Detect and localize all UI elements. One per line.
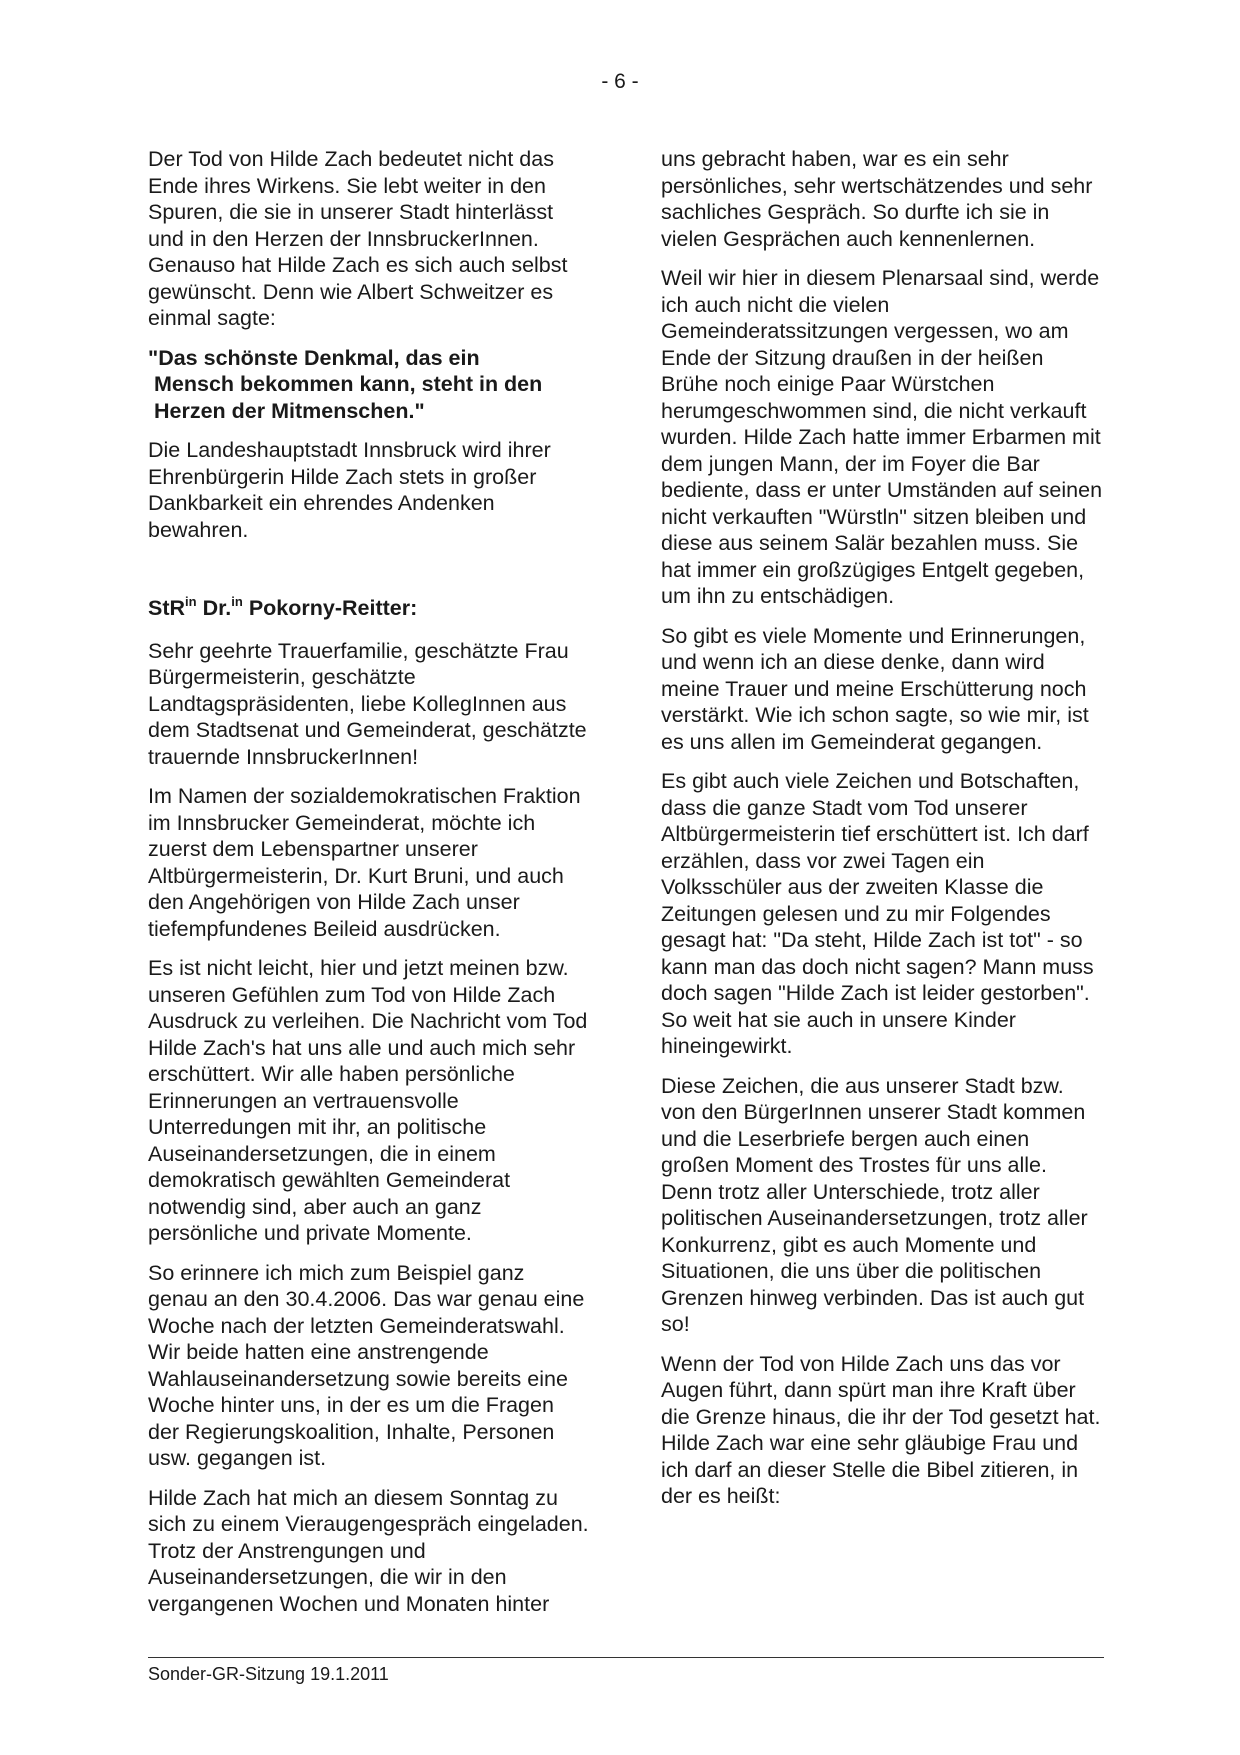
quote-line: "Das schönste Denkmal, das ein	[148, 345, 480, 370]
speaker-name: Pokorny-Reitter:	[248, 596, 418, 620]
paragraph: Der Tod von Hilde Zach bedeutet nicht das Ende ihres Wirkens. Sie lebt weiter in den Spuren, die sie in unserer Stadt hinterlässt und in den Herzen der InnsbruckerInnen. Genauso hat Hilde Zach es sich auch selbst gewünscht. Denn wie Albert Schweitzer es einmal sagte:	[148, 147, 568, 330]
speaker-title-1-superscript: in	[185, 594, 197, 609]
quote-line: Herzen der Mitmenschen."	[154, 398, 425, 423]
quote-block	[148, 345, 590, 425]
left-column	[148, 146, 590, 1630]
paragraph: Im Namen der sozialdemokratischen Fraktion im Innsbrucker Gemeinderat, möchte ich zuerst dem Lebenspartner unserer Altbürgermeisterin, Dr. Kurt Bruni, und auch den Angehörigen von Hilde Zach unser tiefempfundenes Beileid ausdrücken.	[148, 784, 581, 941]
speaker-title-2: Dr.	[202, 596, 232, 620]
paragraph: Diese Zeichen, die aus unserer Stadt bzw. von den BürgerInnen unserer Stadt kommen und die Leserbriefe bergen auch einen großen Moment des Trostes für uns alle. Denn trotz aller Unterschiede, trotz aller politischen Auseinandersetzungen, trotz aller Konkurrenz, gibt es auch Momente und Situationen, die uns über die politischen Grenzen hinweg verbinden. Das ist auch gut so!	[661, 1073, 1088, 1336]
paragraph: Wenn der Tod von Hilde Zach uns das vor Augen führt, dann spürt man ihre Kraft über die Grenze hinaus, die ihr der Tod gesetzt hat. Hilde Zach war eine sehr gläubige Frau und ich darf an dieser Stelle die Bibel zitieren, in der es heißt:	[661, 1351, 1101, 1508]
paragraph: So gibt es viele Momente und Erinnerungen, und wenn ich an diese denke, dann wird meine Trauer und meine Erschütterung noch verstärkt. Wie ich schon sagte, so wie mir, ist es uns allen im Gemeinderat gegangen.	[661, 623, 1089, 754]
paragraph: Die Landeshauptstadt Innsbruck wird ihrer Ehrenbürgerin Hilde Zach stets in großer Dankbarkeit ein ehrendes Andenken bewahren.	[148, 438, 551, 542]
footer-text: Sonder-GR-Sitzung 19.1.2011	[148, 1664, 389, 1684]
speaker-title-2-superscript: in	[231, 594, 243, 609]
paragraph: Sehr geehrte Trauerfamilie, geschätzte Frau Bürgermeisterin, geschätzte Landtagspräsidenten, liebe KollegInnen aus dem Stadtsenat und Gemeinderat, geschätzte trauernde InnsbruckerInnen!	[148, 638, 587, 769]
paragraph: Es ist nicht leicht, hier und jetzt meinen bzw. unseren Gefühlen zum Tod von Hilde Zach Ausdruck zu verleihen. Die Nachricht vom Tod Hilde Zach's hat uns alle und auch mich sehr erschüttert. Wir alle haben persönliche Erinnerungen an vertrauensvolle Unterredungen mit ihr, an politische Auseinandersetzungen, die in einem demokratisch gewählten Gemeinderat notwendig sind, aber auch an ganz persönliche und private Momente.	[148, 956, 588, 1245]
paragraph: Es gibt auch viele Zeichen und Botschaften, dass die ganze Stadt vom Tod unserer Altbürgermeisterin tief erschüttert ist. Ich darf erzählen, dass vor zwei Tagen ein Volksschüler aus der zweiten Klasse die Zeitungen gelesen und zu mir Folgendes gesagt hat: "Da steht, Hilde Zach ist tot" - so kann man das doch nicht sagen? Mann muss doch sagen "Hilde Zach ist leider gestorben". So weit hat sie auch in unsere Kinder hineingewirkt.	[661, 769, 1094, 1058]
quote-line: Mensch bekommen kann, steht in den	[154, 372, 543, 396]
speaker-title-1: StR	[148, 596, 186, 620]
page-number: - 6 -	[601, 70, 639, 93]
right-column	[661, 146, 1103, 1523]
speaker-heading	[148, 595, 590, 622]
paragraph: Hilde Zach hat mich an diesem Sonntag zu sich zu einem Vieraugengespräch eingeladen. Trotz der Anstrengungen und Auseinandersetzungen, die wir in den vergangenen Wochen und Monaten hinter	[148, 1485, 589, 1616]
paragraph: Weil wir hier in diesem Plenarsaal sind, werde ich auch nicht die vielen Gemeinderatssitzungen vergessen, wo am Ende der Sitzung draußen in der heißen Brühe noch einige Paar Würstchen herumgeschwommen sind, die nicht verkauft wurden. Hilde Zach hatte immer Erbarmen mit dem jungen Mann, der im Foyer die Bar bediente, dass er unter Umständen auf seinen nicht verkauften "Würstln" sitzen bleiben und diese aus seinem Salär bezahlen muss. Sie hat immer ein großzügiges Entgelt gegeben, um ihn zu entschädigen.	[661, 266, 1103, 608]
paragraph: So erinnere ich mich zum Beispiel ganz genau an den 30.4.2006. Das war genau eine Woche nach der letzten Gemeinderatswahl. Wir beide hatten eine anstrengende Wahlauseinandersetzung sowie bereits eine Woche hinter uns, in der es um die Fragen der Regierungskoalition, Inhalte, Personen usw. gegangen ist.	[148, 1260, 585, 1470]
paragraph: uns gebracht haben, war es ein sehr persönliches, sehr wertschätzendes und sehr sachliches Gespräch. So durfte ich sie in vielen Gesprächen auch kennenlernen.	[661, 147, 1093, 251]
footer-divider	[148, 1657, 1104, 1658]
